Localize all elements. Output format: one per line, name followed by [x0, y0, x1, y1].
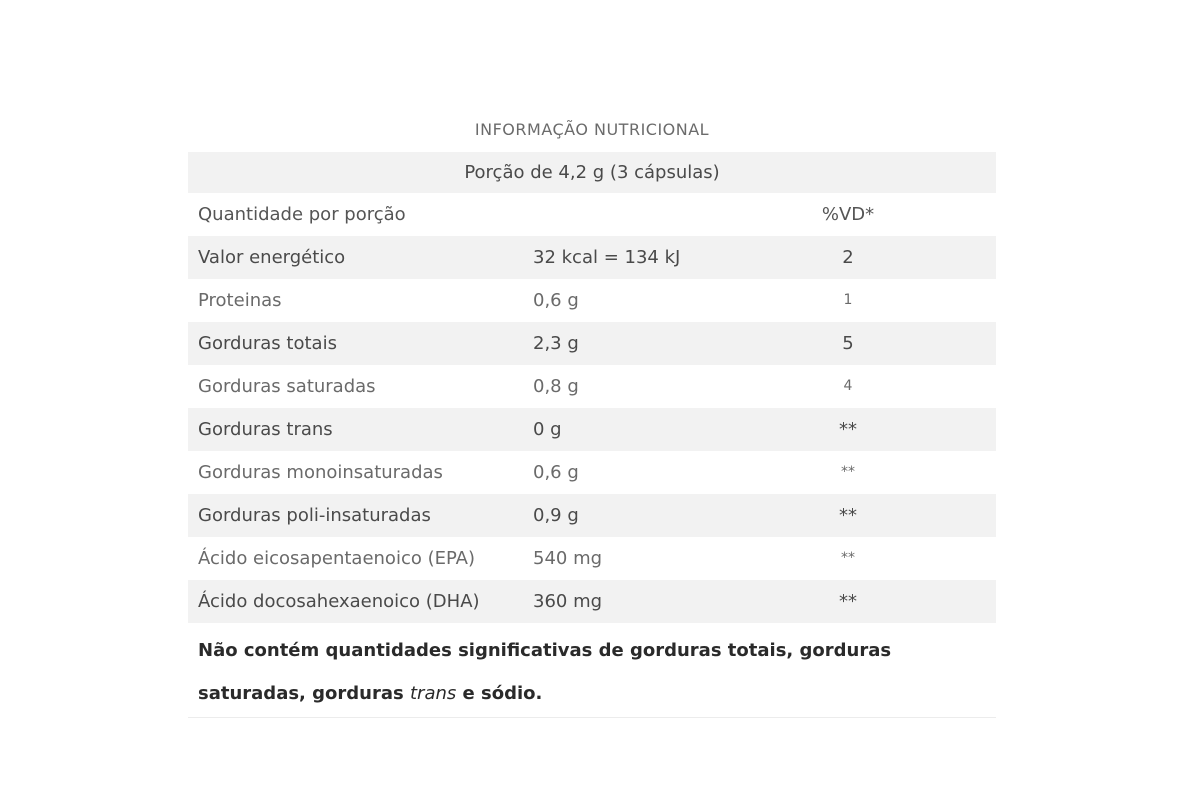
nutrient-quantity: 0,6 g — [533, 462, 579, 483]
nutrient-name: Proteinas — [198, 290, 282, 311]
nutrient-name: Gorduras monoinsaturadas — [198, 462, 443, 483]
vd-header: %VD* — [821, 204, 875, 225]
table-row — [188, 537, 996, 580]
nutrient-quantity: 32 kcal = 134 kJ — [533, 247, 681, 268]
nutrient-quantity: 360 mg — [533, 591, 603, 612]
nutrient-name: Ácido docosahexaenoico (DHA) — [198, 591, 480, 612]
portion-row: Porção de 4,2 g (3 cápsulas) — [188, 152, 996, 193]
nutrient-quantity: 0,9 g — [533, 505, 579, 526]
table-title: INFORMAÇÃO NUTRICIONAL — [474, 120, 710, 139]
nutrient-quantity: 540 mg — [533, 548, 603, 569]
table-row — [188, 451, 996, 494]
footnote-text: Não contém quantidades significativas de gorduras totais, gorduras saturadas, gorduras — [198, 640, 892, 704]
nutrient-vd: ** — [839, 505, 857, 526]
nutrient-vd: 5 — [842, 333, 854, 354]
table-row — [188, 408, 996, 451]
table-row — [188, 322, 996, 365]
nutrient-name: Gorduras totais — [198, 333, 337, 354]
nutrient-quantity: 2,3 g — [533, 333, 579, 354]
nutrient-vd: ** — [841, 550, 855, 566]
nutrient-vd: 1 — [843, 292, 853, 308]
nutrient-quantity: 0,8 g — [533, 376, 579, 397]
footnote-italic: trans — [409, 683, 457, 704]
table-row — [188, 494, 996, 537]
nutrient-quantity: 0,6 g — [533, 290, 579, 311]
table-row — [188, 236, 996, 279]
nutrient-name: Gorduras saturadas — [198, 376, 376, 397]
nutrient-name: Gorduras poli-insaturadas — [198, 505, 431, 526]
nutrient-name: Valor energético — [198, 247, 346, 268]
nutrient-vd: 4 — [843, 378, 853, 394]
nutrient-vd: ** — [839, 419, 857, 440]
header-row — [188, 193, 996, 236]
footnote — [188, 629, 996, 718]
nutrient-vd: ** — [839, 591, 857, 612]
table-row — [188, 365, 996, 408]
table-row — [188, 279, 996, 322]
nutrient-quantity: 0 g — [533, 419, 562, 440]
nutrient-name: Ácido eicosapentaenoico (EPA) — [198, 548, 476, 569]
nutrition-facts-table — [188, 112, 996, 718]
nutrient-name: Gorduras trans — [198, 419, 333, 440]
nutrient-vd: 2 — [842, 247, 854, 268]
table-row — [188, 580, 996, 623]
footnote-end: e sódio. — [456, 683, 543, 704]
nutrient-vd: ** — [841, 464, 855, 480]
quantity-header: Quantidade por porção — [198, 204, 406, 225]
